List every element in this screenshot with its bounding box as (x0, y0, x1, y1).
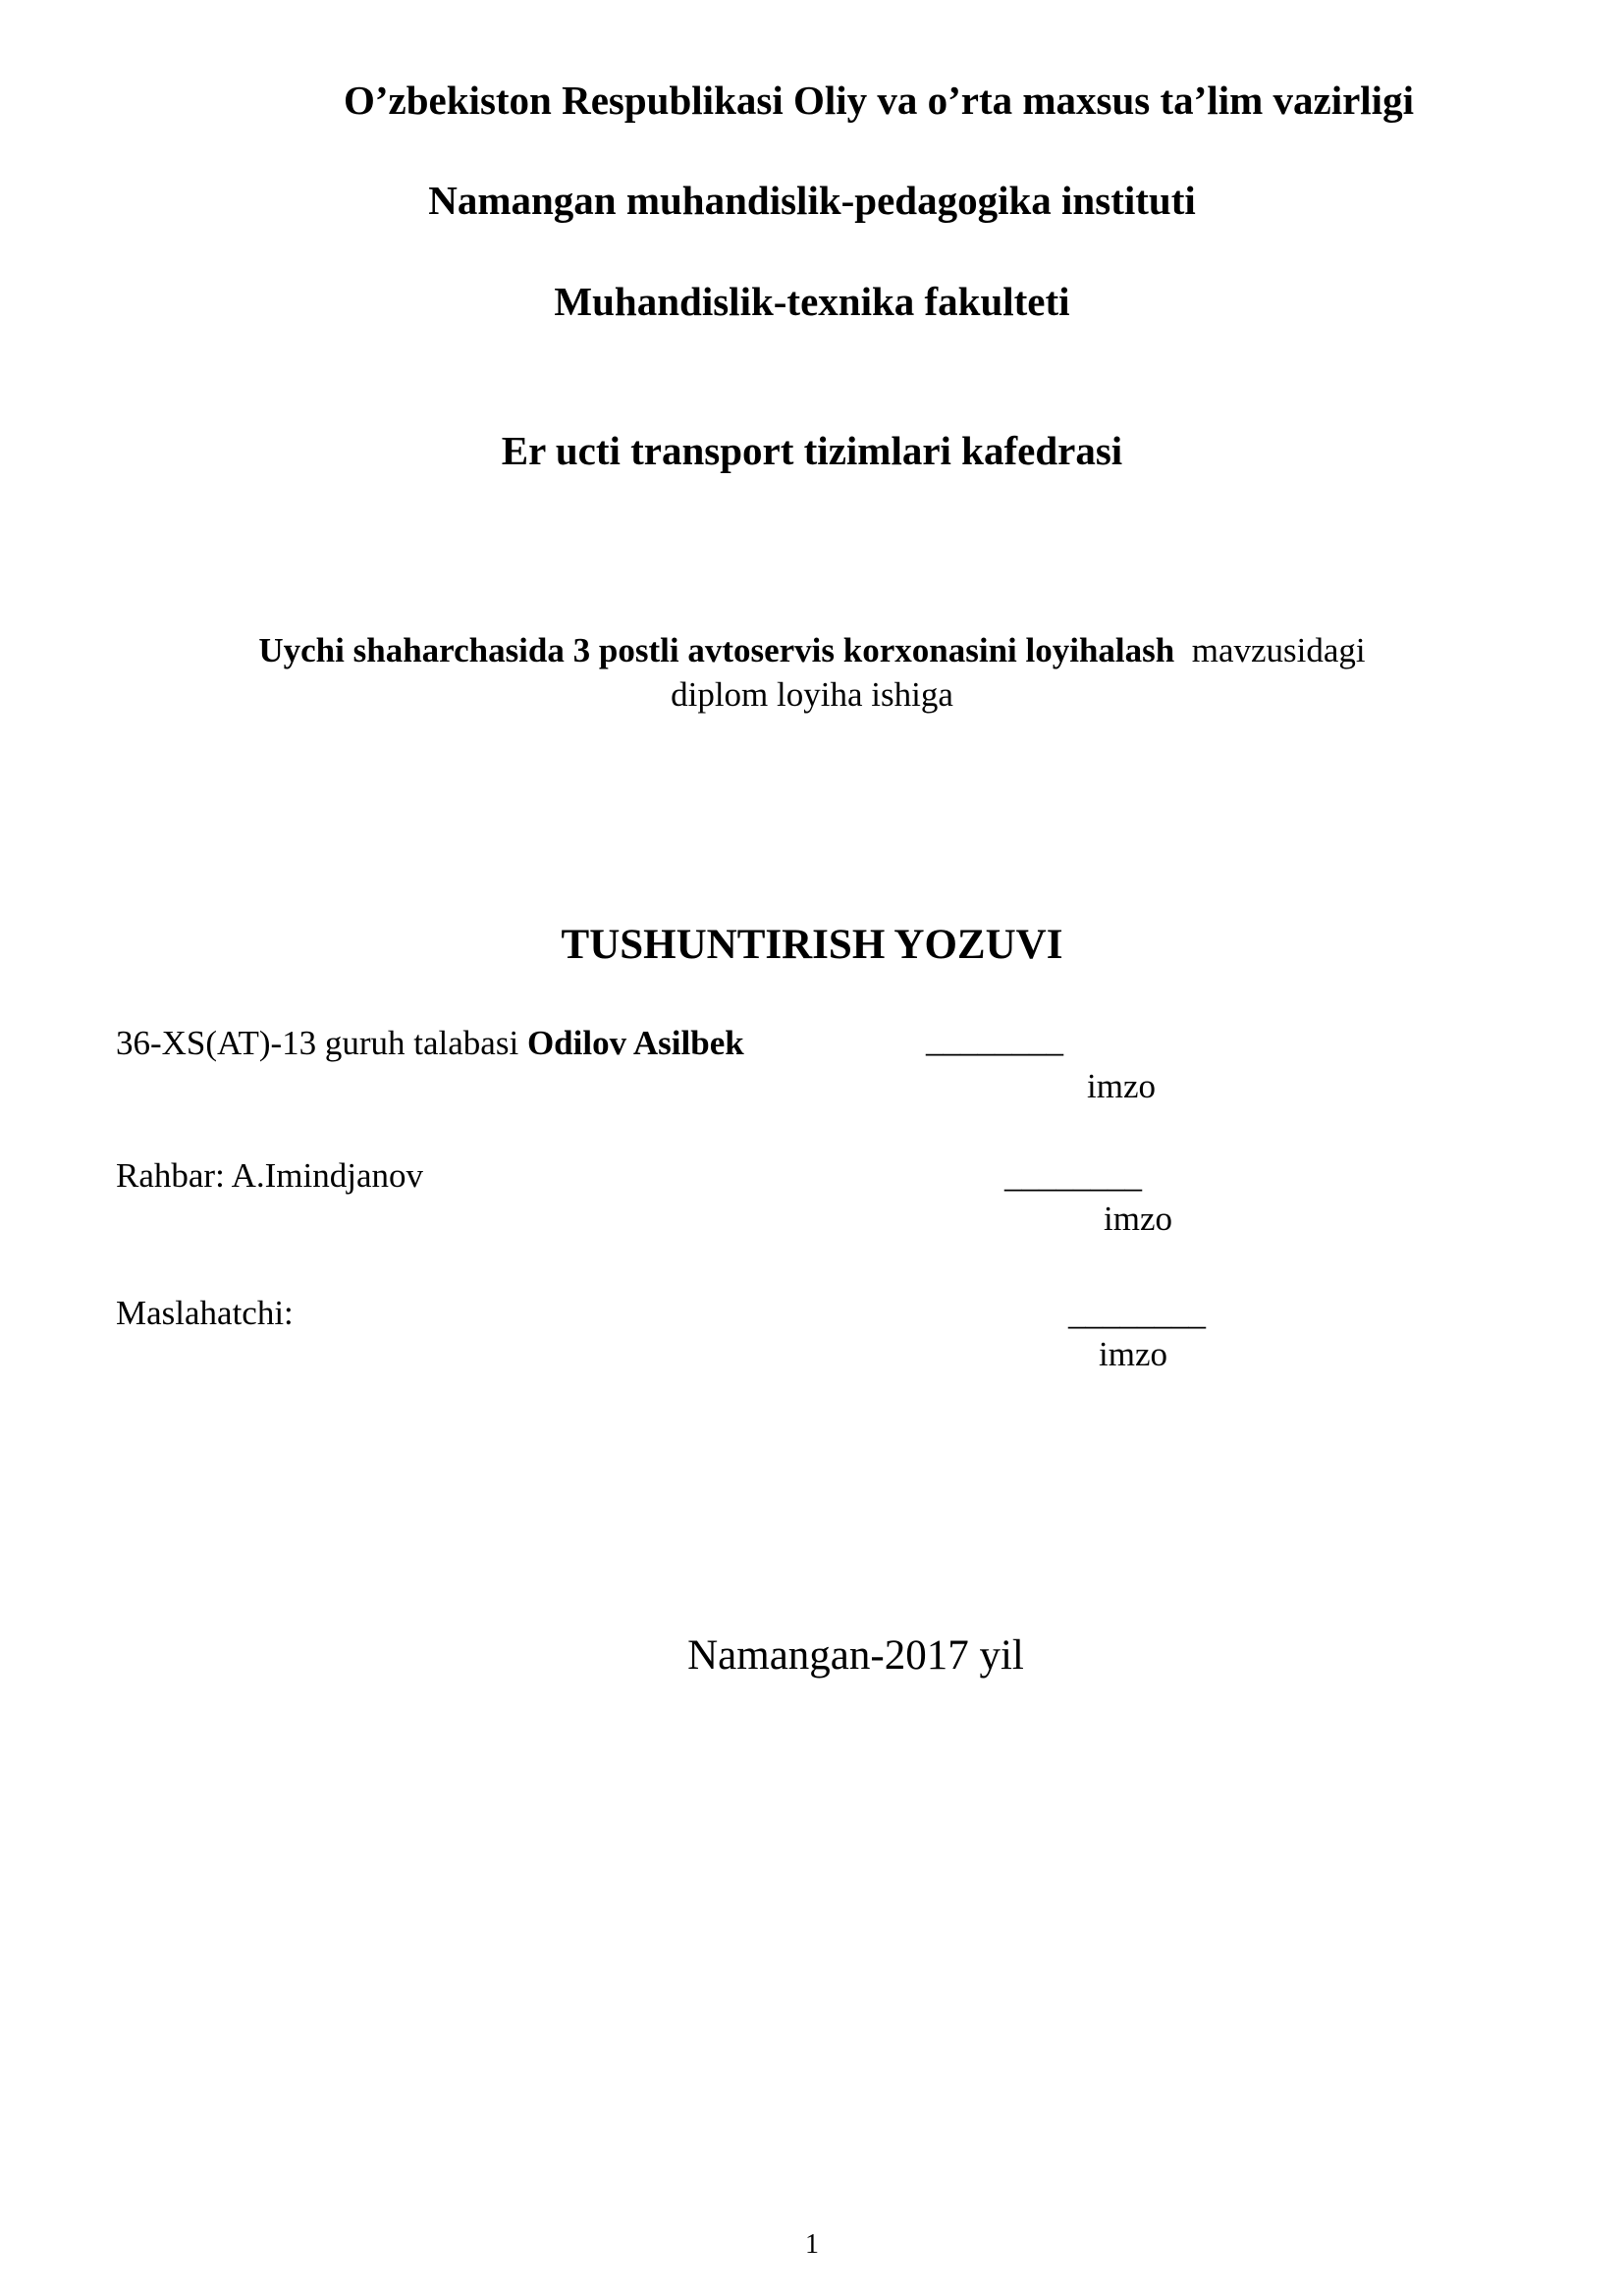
topic-suffix: mavzusidagi (1191, 631, 1366, 669)
consultant-row: Maslahatchi: (116, 1294, 294, 1332)
institute-heading: Namangan muhandislik-pedagogika instituti (428, 178, 1196, 223)
city-year: Namangan-2017 yil (687, 1632, 1024, 1679)
student-row (116, 1024, 744, 1063)
student-prefix: 36-XS(AT)-13 guruh talabasi (116, 1024, 519, 1062)
student-name: Odilov Asilbek (526, 1024, 744, 1062)
document-title: TUSHUNTIRISH YOZUVI (561, 922, 1063, 968)
supervisor-signature-line: ________ (1004, 1156, 1142, 1195)
topic-title: Uychi shaharchasida 3 postli avtoservis korxonasini loyihalash (258, 631, 1175, 669)
student-signature-line: ________ (926, 1021, 1063, 1059)
topic-subtitle: diplom loyiha ishiga (671, 675, 953, 714)
ministry-heading: O’zbekiston Respublikasi Oliy va o’rta maxsus ta’lim vazirligi (344, 78, 1414, 123)
page-number: 1 (805, 2229, 819, 2260)
student-signature-label: imzo (1087, 1067, 1156, 1105)
supervisor-signature-label: imzo (1104, 1200, 1172, 1238)
supervisor-row: Rahbar: A.Imindjanov (116, 1156, 424, 1195)
topic-line (0, 631, 1624, 670)
department-heading: Er ucti transport tizimlari kafedrasi (501, 428, 1123, 473)
consultant-signature-line: ________ (1068, 1294, 1206, 1332)
faculty-heading: Muhandislik-texnika fakulteti (554, 279, 1070, 324)
consultant-signature-label: imzo (1099, 1335, 1167, 1373)
